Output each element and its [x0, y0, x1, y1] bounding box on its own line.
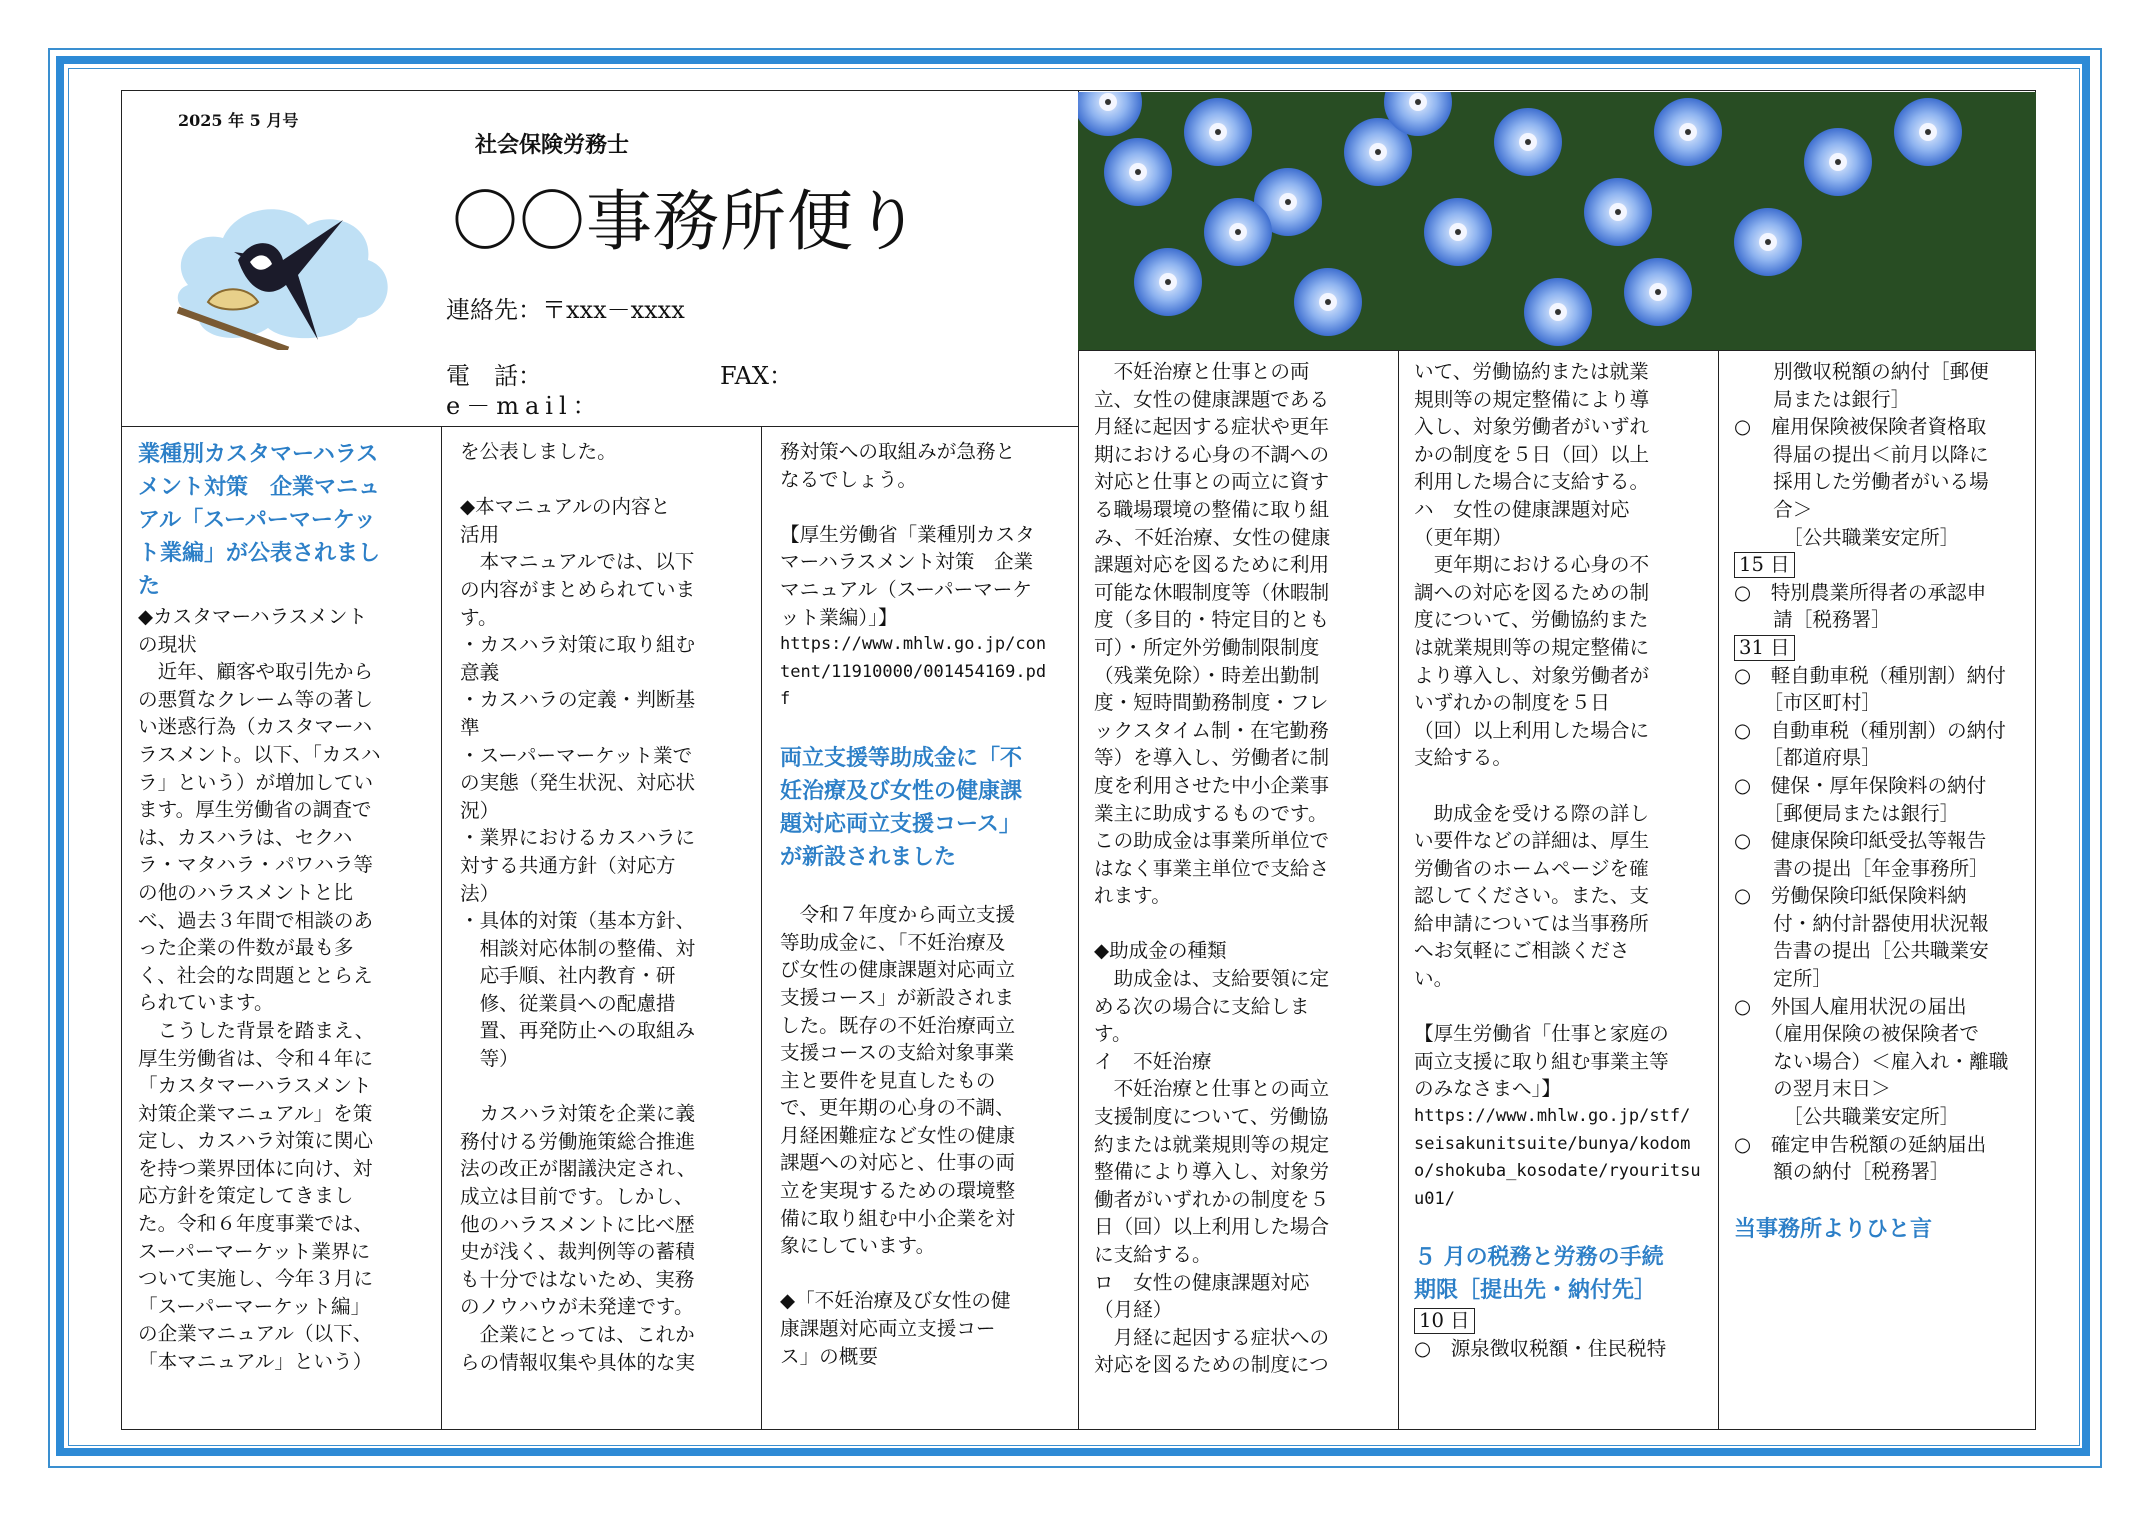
body-text-line: スーパーマーケット業界に [138, 1239, 371, 1263]
body-text-line: の悪質なクレーム等の著し [138, 687, 374, 711]
column-divider [1398, 350, 1399, 1430]
body-text-line [460, 466, 696, 494]
body-text-line: った企業の件数が最も多 [138, 936, 354, 960]
column-4 [1094, 358, 1330, 1379]
body-text-line: 応手順、社内教育・研 [460, 964, 676, 988]
body-text-line: ックスタイム制・在宅勤務 [1094, 718, 1329, 742]
body-text-line: 不妊治療と仕事との両 [1094, 360, 1310, 383]
body-text-line: 近年、顧客や取引先から [138, 660, 374, 684]
body-text-line: 約または就業規則等の規定 [1094, 1132, 1330, 1156]
body-text-line: 立を実現するための環境整 [780, 1179, 1016, 1203]
body-text-line: ロ 女性の健康課題対応 [1094, 1270, 1310, 1294]
body-text-line: める次の場合に支給しま [1094, 994, 1310, 1018]
column-5 [1414, 358, 1701, 1362]
column-3 [780, 438, 1046, 1370]
body-text-line: び女性の健康課題対応両立 [780, 958, 1016, 982]
tel-label: 電 話： [446, 362, 542, 390]
body-text-line: 不妊治療と仕事との両立 [1094, 1077, 1330, 1101]
flower-photo [1078, 92, 2036, 350]
body-text-line: かの制度を５日（回）以上 [1414, 442, 1650, 466]
body-text-line: ・カスハラの定義・判断基 [460, 688, 696, 712]
body-text-line: み、不妊治療、女性の健康 [1094, 525, 1331, 549]
body-text-line: ○ 雇用保険被保険者資格取 [1734, 415, 1987, 439]
body-text-line: の実態（発生状況、対応状 [460, 771, 696, 795]
swallow-illustration [168, 190, 408, 350]
body-text-line: 「本マニュアル」という） [138, 1350, 373, 1374]
body-text-line: ない場合）＜雇入れ・離職 [1734, 1049, 2009, 1073]
contact-address: 連絡先：〒xxx－xxxx [446, 296, 685, 324]
body-text-line: 活用 [460, 522, 500, 546]
body-text-line: ◆「不妊治療及び女性の健 [780, 1289, 1011, 1313]
body-text-line: 厚生労働省は、令和４年に [138, 1046, 374, 1070]
body-text-line: 課題への対応と、仕事の両 [780, 1151, 1016, 1175]
body-text-line: ラ・マタハラ・パワハラ等 [138, 853, 373, 877]
body-text-line: 応方針を策定してきまし [138, 1184, 354, 1208]
body-text-line: 立、女性の健康課題である [1094, 387, 1330, 411]
body-text-line: ◆本マニュアルの内容と [460, 495, 671, 519]
article-heading-line: 業種別カスタマーハラス [138, 442, 379, 467]
body-text-line: より導入し、対象労働者が [1414, 663, 1650, 687]
body-text-line: 対する共通方針（対応方 [460, 853, 676, 877]
body-text-line: 本マニュアルでは、以下 [460, 550, 695, 574]
article-heading-line: 妊治療及び女性の健康課 [780, 778, 1023, 804]
body-text-line: 務対策への取組みが急務と [780, 440, 1016, 463]
body-text-line: 両立支援に取り組む事業主等 [1414, 1049, 1669, 1073]
email-label: e－mail： [446, 392, 603, 420]
body-text-line: の内容がまとめられていま [460, 577, 696, 601]
body-text-line: は就業規則等の規定整備に [1414, 635, 1650, 659]
body-text-line: の他のハラスメントと比 [138, 880, 353, 904]
body-text-line: ○ 自動車税（種別割）の納付 [1734, 718, 2006, 742]
body-text-line [1734, 1186, 2008, 1214]
body-text-line: 史が浅く、裁判例等の蓄積 [460, 1240, 695, 1264]
body-text-line: イ 不妊治療 [1094, 1049, 1212, 1073]
body-text-line: も十分ではないため、実務 [460, 1267, 695, 1291]
body-text-line: 助成金は、支給要領に定 [1094, 967, 1330, 991]
body-text-line: い要件などの詳細は、厚生 [1414, 829, 1650, 853]
article-heading-line: 当事務所よりひと言 [1734, 1217, 1933, 1243]
body-text-line: ・業界におけるカスハラに [460, 826, 696, 850]
header-divider [121, 426, 1078, 427]
body-text-line: 康課題対応両立支援コー [780, 1317, 996, 1341]
body-text-line: tent/11910000/001454169.pd [780, 661, 1047, 682]
page-title: 〇〇事務所便り [452, 183, 921, 260]
body-text-line: マニュアル（スーパーマーケ [780, 577, 1032, 601]
body-text-line: ［郵便局または銀行］ [1734, 801, 1960, 825]
body-text-line: べ、過去３年間で相談のあ [138, 908, 374, 932]
body-text-line: を公表しました。 [460, 440, 617, 463]
body-text-line [1094, 910, 1330, 938]
article-heading-line: 期限［提出先・納付先］ [1414, 1278, 1657, 1303]
body-text-line: ついて実施し、今年３月に [138, 1267, 374, 1291]
body-text-line [1414, 1213, 1701, 1241]
column-2 [460, 438, 696, 1376]
body-text-line: へお気軽にご相談くださ [1414, 939, 1630, 963]
body-text-line: ○ 労働保険印紙保険料納 [1734, 884, 1967, 908]
body-text-line: 更年期における心身の不 [1414, 553, 1650, 577]
body-text-line: u01/ [1414, 1188, 1455, 1209]
body-text-line: ［都道府県］ [1734, 746, 1881, 770]
body-text-line: 他のハラスメントに比べ歴 [460, 1212, 695, 1236]
body-text-line: 月経に起因する症状や更年 [1094, 415, 1330, 439]
column-6 [1734, 358, 2008, 1246]
body-text-line: 月経困難症など女性の健康 [780, 1123, 1016, 1147]
body-text-line: ・具体的対策（基本方針、 [460, 909, 696, 933]
body-text-line: 別徴収税額の納付［郵便 [1734, 360, 1989, 383]
body-text-line: 対策企業マニュアル」を策 [138, 1101, 373, 1125]
body-text-line: ます。厚生労働省の調査で [138, 798, 372, 822]
body-text-line: 令和７年度から両立支援 [780, 903, 1016, 927]
body-text-line: の企業マニュアル（以下、 [138, 1322, 373, 1346]
body-text-line: る職場環境の整備に取り組 [1094, 497, 1330, 521]
body-text-line: 認してください。また、支 [1414, 884, 1650, 908]
body-text-line: （月経） [1094, 1298, 1173, 1322]
body-text-line: は、カスハラは、セクハ [138, 825, 353, 849]
body-text-line: 置、再発防止への取組み [460, 1019, 696, 1043]
body-text-line: ハ 女性の健康課題対応 [1414, 497, 1630, 521]
body-text-line: o/shokuba_kosodate/ryouritsu [1414, 1161, 1701, 1182]
office-type: 社会保険労務士 [475, 132, 630, 158]
body-text-line: 度・短時間勤務制度・フレ [1094, 691, 1329, 715]
body-text-line: 働者がいずれかの制度を５ [1094, 1187, 1330, 1211]
body-text-line: 成立は目前です。しかし、 [460, 1185, 694, 1209]
body-text-line: seisakunitsuite/bunya/kodom [1414, 1133, 1691, 1154]
issue-date: 2025 年 5 月号 [178, 111, 299, 130]
body-text-line: 相談対応体制の整備、対 [460, 936, 696, 960]
body-text-line: れます。 [1094, 884, 1171, 908]
body-text-line: 業主に助成するものです。 [1094, 801, 1328, 825]
body-text-line: 対応を図るための制度につ [1094, 1353, 1329, 1377]
body-text-line: ◆助成金の種類 [1094, 939, 1227, 963]
body-text-line: 請［税務署］ [1734, 608, 1891, 632]
body-text-line: 局または銀行］ [1734, 387, 1911, 411]
body-text-line: の翌月末日＞ [1734, 1077, 1891, 1101]
body-text-line: 法） [460, 881, 500, 905]
body-text-line [1414, 993, 1701, 1021]
body-text-line: https://www.mhlw.go.jp/stf/ [1414, 1106, 1691, 1127]
body-text-line: 期における心身の不調への [1094, 442, 1330, 466]
body-text-line: 象にしています。 [780, 1234, 936, 1258]
body-text-line: 等） [460, 1047, 519, 1071]
body-text-line: マーハラスメント対策 企業 [780, 550, 1034, 574]
body-text-line: 況） [460, 798, 500, 822]
body-text-line: いて、労働協約または就業 [1414, 360, 1649, 383]
column-divider [441, 426, 442, 1430]
body-text-line: 等助成金に、「不妊治療及 [780, 930, 1006, 954]
body-text-line: 【厚生労働省「業種別カスタ [780, 522, 1035, 546]
body-text-line: ［市区町村］ [1734, 691, 1881, 715]
body-text-line: い。 [1414, 967, 1454, 991]
article-heading-line: アル「スーパーマーケッ [138, 508, 376, 533]
body-text-line: 度（多目的・特定目的とも [1094, 608, 1330, 632]
body-text-line: ○ 健康保険印紙受払等報告 [1734, 829, 1987, 853]
body-text-line: ット業編）」】 [780, 605, 898, 629]
body-text-line: 日（回）以上利用した場合 [1094, 1215, 1330, 1239]
body-text-line: ・スーパーマーケット業で [460, 743, 693, 767]
body-text-line: た。令和６年度事業では、 [138, 1212, 374, 1236]
body-text-line: い迷惑行為（カスタマーハ [138, 715, 373, 739]
body-text-line: （残業免除）・時差出勤制 [1094, 663, 1320, 687]
body-text-line: はなく事業主単位で支給さ [1094, 856, 1330, 880]
body-text-line: 「スーパーマーケット編」 [138, 1294, 371, 1318]
body-text-line: 対応と仕事との両立に資す [1094, 470, 1330, 494]
body-text-line: いずれかの制度を５日 [1414, 691, 1610, 715]
body-text-line: 度について、労働協約また [1414, 608, 1649, 632]
body-text-line: ◆カスタマーハラスメント [138, 605, 368, 628]
date-box: 10 日 [1414, 1308, 1475, 1334]
body-text-line: 付・納付計器使用状況報 [1734, 911, 1989, 935]
body-text-line: 規則等の規定整備により導 [1414, 387, 1650, 411]
body-text-line: を持つ業界団体に向け、対 [138, 1156, 373, 1180]
photo-divider [1078, 350, 2036, 351]
body-text-line: した。既存の不妊治療両立 [780, 1013, 1016, 1037]
body-text-line: なるでしょう。 [780, 467, 917, 491]
body-text-line: 労働省のホームページを確 [1414, 856, 1649, 880]
body-text-line: ○ 特別農業所得者の承認申 [1734, 580, 1987, 604]
body-text-line: 企業にとっては、これか [460, 1323, 695, 1346]
body-text-line: 【厚生労働省「仕事と家庭の [1414, 1022, 1669, 1046]
body-text-line: ○ 外国人雇用状況の届出 [1734, 994, 1967, 1018]
body-text-line: のノウハウが未発達です。 [460, 1295, 694, 1319]
body-text-line: ○ 源泉徴収税額・住民税特 [1414, 1336, 1667, 1360]
article-heading-line: た [138, 574, 161, 599]
body-text-line [1414, 1307, 1701, 1335]
body-text-line: この助成金は事業所単位で [1094, 829, 1330, 853]
body-text-line: 可能な休暇制度等（休暇制 [1094, 580, 1330, 604]
body-text-line: 備に取り組む中小企業を対 [780, 1206, 1016, 1230]
article-heading-line: ５ 月の税務と労務の手続 [1414, 1245, 1664, 1270]
body-text-line: らの情報収集や具体的な実 [460, 1350, 696, 1374]
date-box: 15 日 [1734, 552, 1795, 578]
column-divider [1718, 350, 1719, 1430]
body-text-line: （更年期） [1414, 525, 1512, 549]
body-text-line: https://www.mhlw.go.jp/con [780, 634, 1047, 655]
article-heading-line: ト業編」が公表されまし [138, 541, 381, 566]
article-heading-line: メント対策 企業マニュ [138, 475, 381, 500]
body-text-line: 務付ける労働施策総合推進 [460, 1129, 696, 1153]
body-text-line: 「カスタマーハラスメント [138, 1074, 372, 1098]
body-text-line: 等）を導入し、労働者に制 [1094, 746, 1330, 770]
body-text-line: 整備により導入し、対象労 [1094, 1160, 1330, 1184]
body-text-line: （雇用保険の被保険者で [1734, 1022, 1979, 1046]
body-text-line [780, 714, 1046, 742]
column-1 [138, 438, 381, 1376]
body-text-line: 主と要件を見直したもの [780, 1068, 996, 1092]
body-text-line [460, 1073, 696, 1101]
body-text-line: カスハラ対策を企業に義 [460, 1102, 696, 1126]
body-text-line [1734, 634, 2008, 662]
body-text-line: す。 [460, 605, 498, 629]
body-text-line: 得届の提出＜前月以降に [1734, 442, 1989, 466]
article-heading-line: 題対応両立支援コース」 [780, 811, 1021, 837]
body-text-line: す。 [1094, 1022, 1132, 1046]
body-text-line: 課題対応を図るために利用 [1094, 553, 1330, 577]
body-text-line: 支援制度について、労働協 [1094, 1105, 1329, 1129]
body-text-line: 助成金を受ける際の詳し [1414, 801, 1650, 825]
body-text-line: 利用した場合に支給する。 [1414, 470, 1650, 494]
body-text-line: 給申請については当事務所 [1414, 911, 1649, 935]
body-text-line: 定所］ [1734, 967, 1832, 991]
body-text-line: ・カスハラ対策に取り組む [460, 633, 696, 657]
body-text-line: ラ」という）が増加してい [138, 770, 374, 794]
body-text-line: 度を利用させた中小企業事 [1094, 773, 1330, 797]
body-text-line: に支給する。 [1094, 1243, 1212, 1266]
body-text-line: のみなさまへ」】 [1414, 1077, 1561, 1101]
date-box: 31 日 [1734, 635, 1795, 661]
article-heading-line: が新設されました [780, 844, 957, 870]
body-text-line: 支援コース」が新設されま [780, 985, 1015, 1009]
body-text-line: ス」の概要 [780, 1344, 878, 1368]
body-text-line: 支給する。 [1414, 746, 1512, 770]
fax-label: FAX： [720, 362, 793, 390]
body-text-line: 修、従業員への配慮措 [460, 991, 676, 1015]
body-text-line: 告書の提出［公共職業安 [1734, 939, 1989, 963]
body-text-line: 合＞ [1734, 497, 1813, 521]
body-text-line: ○ 軽自動車税（種別割）納付 [1734, 663, 2006, 687]
body-text-line: で、更年期の心身の不調、 [780, 1096, 1015, 1120]
body-text-line: 月経に起因する症状への [1094, 1325, 1330, 1349]
body-text-line [1734, 551, 2008, 579]
body-text-line: ［公共職業安定所］ [1734, 1105, 1960, 1129]
body-text-line: 額の納付［税務署］ [1734, 1160, 1950, 1184]
body-text-line: 採用した労働者がいる場 [1734, 470, 1989, 494]
body-text-line: 意義 [460, 660, 500, 684]
body-text-line: 準 [460, 715, 480, 739]
body-text-line [780, 874, 1046, 902]
body-text-line [780, 1260, 1046, 1288]
body-text-line: こうした背景を踏まえ、 [138, 1018, 375, 1042]
body-text-line [780, 493, 1046, 521]
body-text-line: く、社会的な問題ととらえ [138, 963, 373, 987]
body-text-line: ［公共職業安定所］ [1734, 525, 1960, 549]
body-text-line: （回）以上利用した場合に [1414, 718, 1650, 742]
body-text-line: f [780, 689, 791, 710]
body-text-line: 支援コースの支給対象事業 [780, 1041, 1015, 1065]
body-text-line: 定し、カスハラ対策に関心 [138, 1129, 374, 1153]
body-text-line: 入し、対象労働者がいずれ [1414, 415, 1650, 439]
article-heading-line: 両立支援等助成金に「不 [780, 745, 1023, 771]
body-text-line: 可）・所定外労働制限制度 [1094, 635, 1320, 659]
body-text-line: ○ 確定申告税額の延納届出 [1734, 1132, 1987, 1156]
body-text-line: ラスメント。以下、「カスハ [138, 742, 381, 766]
column-divider [761, 426, 762, 1430]
body-text-line: ○ 健保・厚年保険料の納付 [1734, 773, 1987, 797]
body-text-line: られています。 [138, 991, 274, 1015]
body-text-line [1414, 772, 1701, 800]
body-text-line: の現状 [138, 632, 197, 656]
body-text-line: 法の改正が閣議決定され、 [460, 1157, 697, 1181]
body-text-line: 書の提出［年金事務所］ [1734, 856, 1989, 880]
body-text-line: 調への対応を図るための制 [1414, 580, 1650, 604]
